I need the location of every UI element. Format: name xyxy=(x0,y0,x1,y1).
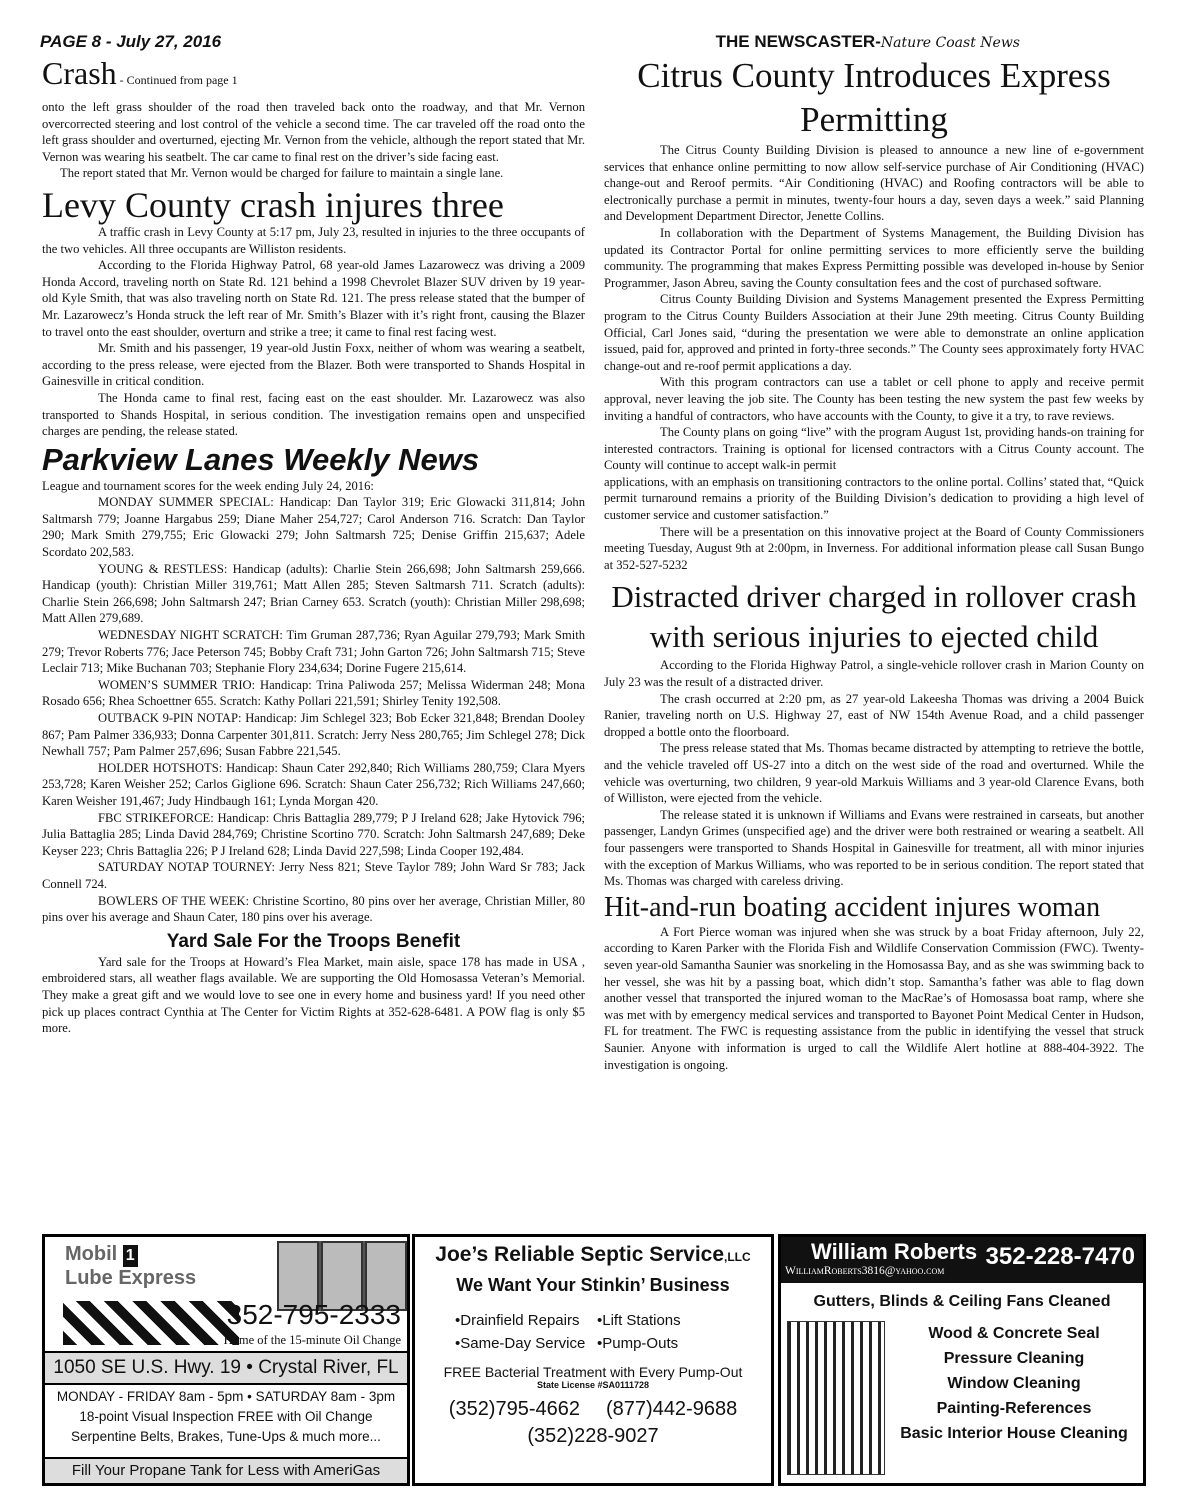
article-paragraph: According to the Florida Highway Patrol, a single-vehicle rollover crash in Marion County on July 23 was the result of a distracted driver. xyxy=(604,658,1144,690)
ad-propane: Fill Your Propane Tank for Less with AmeriGas xyxy=(45,1457,407,1483)
article-paragraph: In collaboration with the Department of Systems Management, the Building Division has updated its Contractor Portal for online permitting services to more efficiently serve the building community. The programming that makes Express Permitting possible was developed in-house by Senior Programmer, Jason Abreu, saving the County consultation fees and the cost of purchased software. xyxy=(604,225,1144,290)
ad-license: State License #SA0111728 xyxy=(536,1380,650,1390)
masthead-name: THE NEWSCASTER- xyxy=(715,32,881,51)
masthead-sub: Nature Coast News xyxy=(880,35,1020,51)
ad-address: 1050 SE U.S. Hwy. 19 • Crystal River, FL xyxy=(45,1351,407,1385)
continued-note: - Continued from page 1 xyxy=(116,73,238,87)
ad-title: Joe’s Reliable Septic Service,LLC xyxy=(435,1243,751,1266)
ad-subtitle: Gutters, Blinds & Ceiling Fans Cleaned xyxy=(813,1293,1111,1310)
levy-headline: Levy County crash injures three xyxy=(42,184,504,225)
ad-name: William Roberts xyxy=(811,1239,978,1264)
article-paragraph: The release stated it is unknown if Williams and Evans were restrained in carseats, but another passenger, Landyn Grimes (unspecified age) and the driver were both restrained or wearing a seatbelt. All four passengers were transported to Shands Hospital in Gainesville for treatment, all with minor injuries with the exception of Markus Williams, who was reported to be in serious condition. The report stated that Ms. Thomas was charged with careless driving. xyxy=(604,807,1144,889)
parkview-headline: Parkview Lanes Weekly News xyxy=(42,441,480,477)
article-paragraph: Yard sale for the Troops at Howard’s Flea Market, main aisle, space 178 has made in USA , embroidered stars, all weather flags available. We are supporting the Old Homosassa Veteran’s Memorial. They make a great gift and we would love to see one in every home and business yard! If you need other pick up places contract Cynthia at The Center for Victim Rights at 352-628-6481. A POW flag is only $5 more. xyxy=(42,954,585,1036)
ad-phones: (352)795-4662 (877)442-9688 xyxy=(448,1398,738,1420)
article-paragraph: According to the Florida Highway Patrol, 68 year-old James Lazarowecz was driving a 2009 Honda Accord, traveling north on State Rd. 121 behind a 1998 Chevrolet Blazer SUV driven by 19 year-old Kyle Smith, that was also traveling north on State Rd. 121. The press release stated that the bumper of Mr. Lazarowecz’s Honda struck the left rear of Mr. Smith’s Blazer with it’s right front, causing the Blazer to travel onto the east shoulder, overturn and strike a tree; it came to final rest facing west. xyxy=(42,258,585,339)
article-paragraph: League and tournament scores for the week ending July 24, 2016: xyxy=(42,478,374,493)
ad-header xyxy=(781,1237,1143,1283)
league-scores: YOUNG & RESTLESS: Handicap (adults): Charlie Stein 266,698; John Saltmarsh 259,666. Handicap (youth): Christian Miller 319,761; Matt Allen 285; Steven Saltmarsh 711. Scratch (adults): Charlie Stein 266,698; John Saltmarsh 247; Brian Carney 653. Scratch (youth): Christian Miller 298,698; Matt Allen 279,689. xyxy=(42,561,585,626)
ad-services: •Drainfield Repairs •Lift Stations •Same-Day Service •Pump-Outs xyxy=(455,1312,681,1352)
article-paragraph: A Fort Pierce woman was injured when she was struck by a boat Friday afternoon, July 22, according to Karen Parker with the Florida Fish and Wildlife Conservation Commission (FWC). Twenty-seven year-old Samantha Saunier was snorkeling in the Homosassa Bay, and as she was swimming back to her vessel, she was hit by a passing boat, which didn’t stop. Samantha’s father was able to flag down another vessel that transported the injured woman to the MacRae’s of Homosassa boat ramp, where she was met with by emergency medical services and transported to Bayonet Point Medical Center in Hudson, FL for treatment. The FWC is requesting assistance from the public in identifying the vessel that struck Saunier. Anyone with information is urged to call the Wildlife Alert hotline at 888-404-3922. The investigation is ongoing. xyxy=(604,924,1144,1072)
page-info: PAGE 8 - July 27, 2016 xyxy=(40,32,222,51)
ad-phone: (352)228-9027 xyxy=(527,1425,659,1447)
league-scores: FBC STRIKEFORCE: Handicap: Chris Battaglia 289,779; P J Ireland 628; Jake Hytovick 796; Julia Battaglia 285; Linda David 284,769; Christine Scortino 770. Scratch: John Saltmarsh 247,689; Deke Keyser 223; Chris Battaglia 226; P J Ireland 628; Linda David 227,598; Linda Cooper 192,484. xyxy=(42,810,585,858)
ad-phone: 352-228-7470 xyxy=(985,1243,1135,1270)
masthead xyxy=(716,32,1020,52)
ad-tagline: Home of the 15-minute Oil Change xyxy=(223,1333,401,1347)
ad-services: Serpentine Belts, Brakes, Tune-Ups & much more... xyxy=(71,1429,381,1444)
league-scores: HOLDER HOTSHOTS: Handicap: Shaun Cater 292,840; Rich Williams 280,759; Clara Myers 253,728; Karen Weisher 252; Carlos Giglione 696. Scratch: Shaun Cater 256,732; Rich Williams 247,660; Karen Weisher 191,467; Judy Hindbaugh 161; Lynda Morgan 420. xyxy=(42,760,585,808)
septic-ad xyxy=(412,1234,774,1486)
ladder-worker-graphic xyxy=(787,1321,885,1475)
yardsale-headline: Yard Sale For the Troops Benefit xyxy=(166,930,461,952)
league-scores: WEDNESDAY NIGHT SCRATCH: Tim Gruman 287,736; Ryan Aguilar 279,793; Mark Smith 279; Trevor Roberts 776; Jace Peterson 745; Bobby Craft 731; John Garton 726; John Saltmarsh 715; Steve Leclair 713; Mike Buchanan 703; Stephanie Flory 234,634; Dorine Fugere 215,614. xyxy=(42,628,585,676)
ad-slogan: We Want Your Stinkin’ Business xyxy=(456,1275,730,1295)
league-scores: WOMEN’S SUMMER TRIO: Handicap: Trina Paliwoda 257; Melissa Widerman 248; Mona Rosado 656; Rhea Schoettner 655. Scratch: Kathy Pollari 221,591; Shirley Tenity 192,508. xyxy=(42,677,585,709)
article-paragraph: The County plans on going “live” with the program August 1st, providing hands-on training for interested contractors. Training is optional for licensed contractors with a Citrus County account. The County will continue to accept walk-in permit xyxy=(604,425,1144,473)
ad-inspection: 18-point Visual Inspection FREE with Oil Change xyxy=(79,1409,373,1424)
ad-email: WilliamRoberts3816@yahoo.com xyxy=(785,1265,945,1277)
article-paragraph: A traffic crash in Levy County at 5:17 pm, July 23, resulted in injuries to the three occupants of the two vehicles. All three occupants are Williston residents. xyxy=(42,224,585,256)
league-scores: MONDAY SUMMER SPECIAL: Handicap: Dan Taylor 319; Eric Glowacki 311,814; John Saltmarsh 779; Joanne Hargabus 259; Diane Maher 254,727; Carol Anderson 716. Scratch: Dan Taylor 290; Mark Smith 279,755; Eric Glowacki 279; John Saltmarsh 725; Denise Griffin 215,637; Adele Scordato 202,583. xyxy=(42,495,585,560)
article-paragraph: The crash occurred at 2:20 pm, as 27 year-old Lakeesha Thomas was driving a 2004 Buick Ranier, traveling north on U.S. Highway 27, east of NW 154th Avenue Road, and a child passenger dropped a bottle onto the floorboard. xyxy=(604,691,1144,739)
article-paragraph: Citrus County Building Division and Systems Management presented the Express Permitting program to the Citrus County Builders Association at their June 29th meeting. Citrus County Building Official, Carl Jones said, “during the presentation we were able to demonstrate an online application issued, paid for, approved and printed in forty-three seconds.” The County sees approximately forty HVAC change-out and re-roof permit applications a day. xyxy=(604,292,1144,373)
article-paragraph: The Citrus County Building Division is pleased to announce a new line of e-government services that enhance online permitting to now allow self-service purchase of Air Conditioning (HVAC) change-out and Reroof permits. “Air Conditioning (HVAC) and Roofing contractors will be able to electronically purchase a permit in minutes, twenty-four hours a day, seven days a week.” said Planning and Development Department Director, Jenette Collins. xyxy=(604,143,1144,224)
article-paragraph: onto the left grass shoulder of the road then traveled back onto the roadway, and that Mr. Vernon overcorrected steering and lost control of the vehicle a second time. The car traveled off the road onto the left grass shoulder and overturned, ejecting Mr. Vernon from the vehicle, although the report stated that Mr. Vernon was wearing his seatbelt. The car came to final rest on the driver’s side facing east. xyxy=(42,100,585,164)
checkered-flag-graphic xyxy=(63,1301,239,1345)
league-scores: BOWLERS OF THE WEEK: Christine Scortino, 80 pins over her average, Christian Miller, 80 pins over his average and Shaun Cater, 180 pins over his average. xyxy=(42,893,585,925)
league-scores: SATURDAY NOTAP TOURNEY: Jerry Ness 821; Steve Taylor 789; John Ward Sr 783; Jack Connell 724. xyxy=(42,860,585,891)
ad-details xyxy=(49,1387,403,1447)
article-paragraph: applications, with an emphasis on transitioning contractors to the online portal. Collins’ stated that, “Quick permit turnaround remains a priority of the Building Division’s dedication to providing a high level of customer service and customer satisfaction.” xyxy=(604,474,1144,523)
article-paragraph: The report stated that Mr. Vernon would be charged for failure to maintain a single lane. xyxy=(60,166,504,181)
citrus-headline: Citrus County Introduces Express Permitting xyxy=(637,56,1111,139)
ad-offer: FREE Bacterial Treatment with Every Pump-Out xyxy=(443,1364,743,1380)
article-paragraph: Mr. Smith and his passenger, 19 year-old Justin Foxx, neither of whom was wearing a seatbelt, according to the press release, were ejected from the Blazer. Both were transported to Shands Hospital in Gainesville in critical condition. xyxy=(42,341,585,389)
right-column xyxy=(604,54,1144,1073)
ad-hours: MONDAY - FRIDAY 8am - 5pm • SATURDAY 8am - 3pm xyxy=(56,1389,396,1404)
mobil-logo: Mobil 1 Lube Express xyxy=(65,1243,197,1289)
crash-headline: Crash - Continued from page 1 xyxy=(42,55,238,91)
article-paragraph: There will be a presentation on this innovative project at the Board of County Commissioners meeting Tuesday, August 9th at 2:00pm, in Inverness. For additional information please call Susan Bungo at 352-527-5232 xyxy=(604,524,1144,572)
ad-phone: 352-795-2333 xyxy=(226,1299,401,1330)
ad-service-list: Wood & Concrete Seal Pressure Cleaning Window Cleaning Painting-References Basic Interior House Cleaning xyxy=(900,1325,1128,1442)
league-scores: OUTBACK 9-PIN NOTAP: Handicap: Jim Schlegel 323; Bob Ecker 321,848; Brendan Dooley 867; Pam Palmer 336,933; Donna Carpenter 301,811. Scratch: Jerry Ness 280,765; Jim Schlegel 278; Dick Newhall 757; Pam Palmer 257,696; Susan Fabbre 221,545. xyxy=(42,711,585,759)
article-paragraph: The press release stated that Ms. Thomas became distracted by attempting to retrieve the bottle, and the vehicle traveled off US-27 into a ditch on the west side of the road and overturned. While the vehicle was overturning, two children, 9 year-old Markuis Williams and 3 year-old Clarence Evans, both of Williston, were ejected from the vehicle. xyxy=(604,741,1144,806)
distracted-headline: Distracted driver charged in rollover crash with serious injuries to ejected child xyxy=(611,579,1137,655)
article-paragraph: The Honda came to final rest, facing east on the east shoulder. Mr. Lazarowecz was also transported to Shands Hospital, in serious condition. The investigation remains open and unspecified charges are pending, the release stated. xyxy=(42,390,585,439)
hitrun-headline: Hit-and-run boating accident injures woman xyxy=(604,891,1101,923)
roberts-ad xyxy=(778,1234,1146,1486)
article-paragraph: With this program contractors can use a tablet or cell phone to apply and receive permit approval, never leaving the job site. The County has been testing the new system the past few weeks by inviting a handful of contractors, who have accounts with the County, to give it a try, to rave reviews. xyxy=(604,375,1144,423)
mobil-lube-ad xyxy=(42,1234,410,1486)
left-column xyxy=(42,54,585,1037)
